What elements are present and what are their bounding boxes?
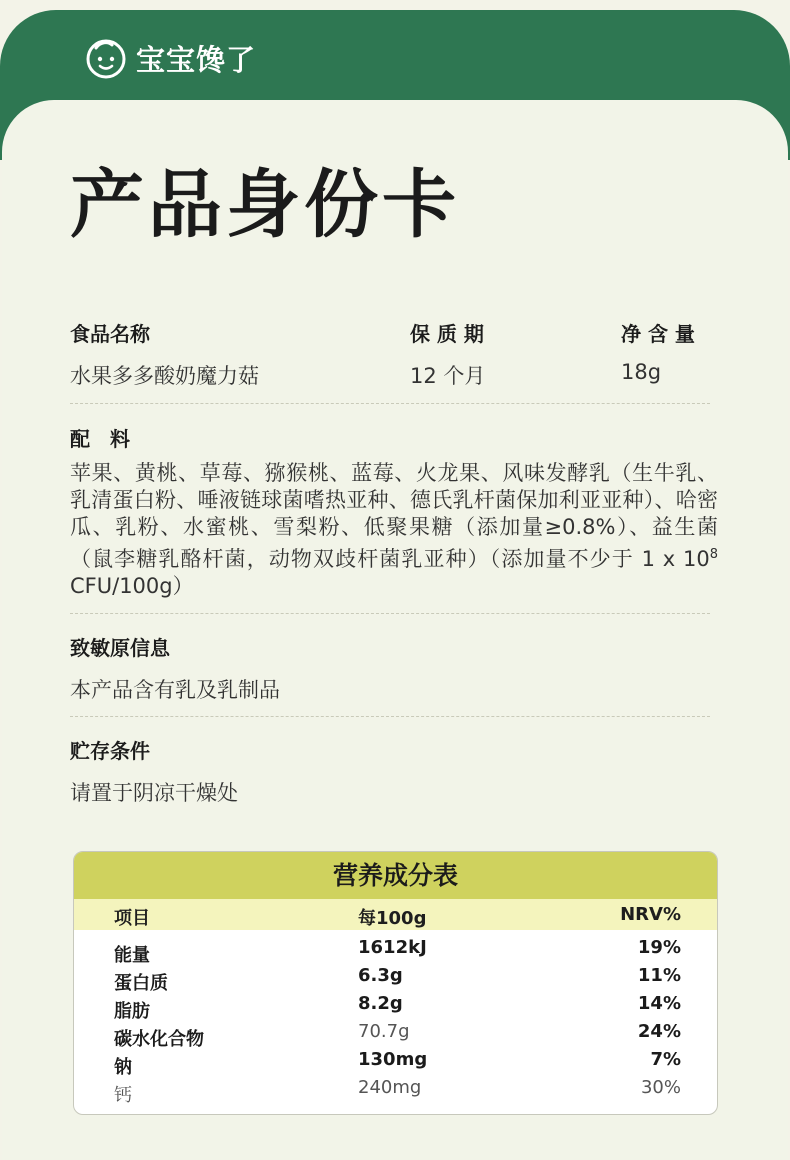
- row-item: 能量: [114, 945, 150, 966]
- ingredients-label: 配 料: [70, 427, 130, 451]
- header-per100g: 每100g: [358, 908, 427, 929]
- row-nrv: 24%: [637, 1021, 681, 1042]
- row-item: 碳水化合物: [114, 1029, 204, 1050]
- allergen-value: 本产品含有乳及乳制品: [70, 678, 280, 702]
- allergen-label: 致敏原信息: [70, 636, 170, 660]
- row-item: 脂肪: [114, 1001, 150, 1022]
- table-row: [74, 1046, 717, 1078]
- brand-logo: [84, 36, 256, 80]
- divider: [70, 403, 710, 404]
- divider: [70, 716, 710, 717]
- table-row: [74, 934, 717, 966]
- shelf-life-value: 12 个月: [410, 364, 486, 388]
- storage-label: 贮存条件: [70, 739, 150, 763]
- header-nrv: NRV%: [620, 904, 681, 925]
- brand-name: 宝宝馋了: [136, 42, 257, 77]
- ingredients-text: [70, 460, 718, 600]
- net-content-value: 18g: [621, 360, 662, 384]
- table-row: [74, 990, 717, 1022]
- row-item: 蛋白质: [114, 973, 168, 994]
- table-row: [74, 1018, 717, 1050]
- ingredients-exponent: 8: [709, 547, 718, 562]
- shelf-life-label: 保 质 期: [410, 322, 484, 346]
- row-per100g: 70.7g: [358, 1021, 410, 1042]
- nutrition-table: [73, 851, 718, 1115]
- table-row: [74, 1074, 717, 1106]
- page-title: 产品身份卡: [70, 162, 460, 248]
- net-content-label: 净 含 量: [621, 322, 695, 346]
- row-nrv: 30%: [640, 1077, 681, 1098]
- header-item: 项目: [114, 908, 150, 929]
- nutrition-table-title: 营养成分表: [74, 852, 717, 899]
- divider: [70, 613, 710, 614]
- ingredients-body: 苹果、黄桃、草莓、猕猴桃、蓝莓、火龙果、风味发酵乳（生牛乳、乳清蛋白粉、唾液链球菌嗜热亚种、德氏乳杆菌保加利亚亚种）、哈密瓜、乳粉、水蜜桃、雪梨粉、低聚果糖（添加量≥0.8%）、益生菌（鼠李糖乳酪杆菌，动物双歧杆菌乳亚种）（添加量不少于 1 x 10: [70, 461, 718, 571]
- storage-value: 请置于阴凉干燥处: [70, 781, 238, 805]
- food-name-value: 水果多多酸奶魔力菇: [70, 364, 259, 388]
- nutrition-table-header: [74, 899, 717, 930]
- row-item: 钙: [114, 1085, 132, 1106]
- row-per100g: 130mg: [358, 1049, 428, 1070]
- row-item: 钠: [114, 1057, 132, 1078]
- food-name-label: 食品名称: [70, 322, 150, 346]
- table-row: [74, 962, 717, 994]
- row-per100g: 8.2g: [358, 993, 403, 1014]
- ingredients-tail: CFU/100g）: [70, 574, 194, 598]
- row-per100g: 240mg: [358, 1077, 422, 1098]
- row-nrv: 7%: [650, 1049, 681, 1070]
- row-nrv: 14%: [637, 993, 681, 1014]
- row-per100g: 6.3g: [358, 965, 403, 986]
- row-nrv: 19%: [637, 937, 681, 958]
- row-per100g: 1612kJ: [358, 937, 427, 958]
- smiling-baby-face-icon: [84, 36, 128, 80]
- row-nrv: 11%: [637, 965, 681, 986]
